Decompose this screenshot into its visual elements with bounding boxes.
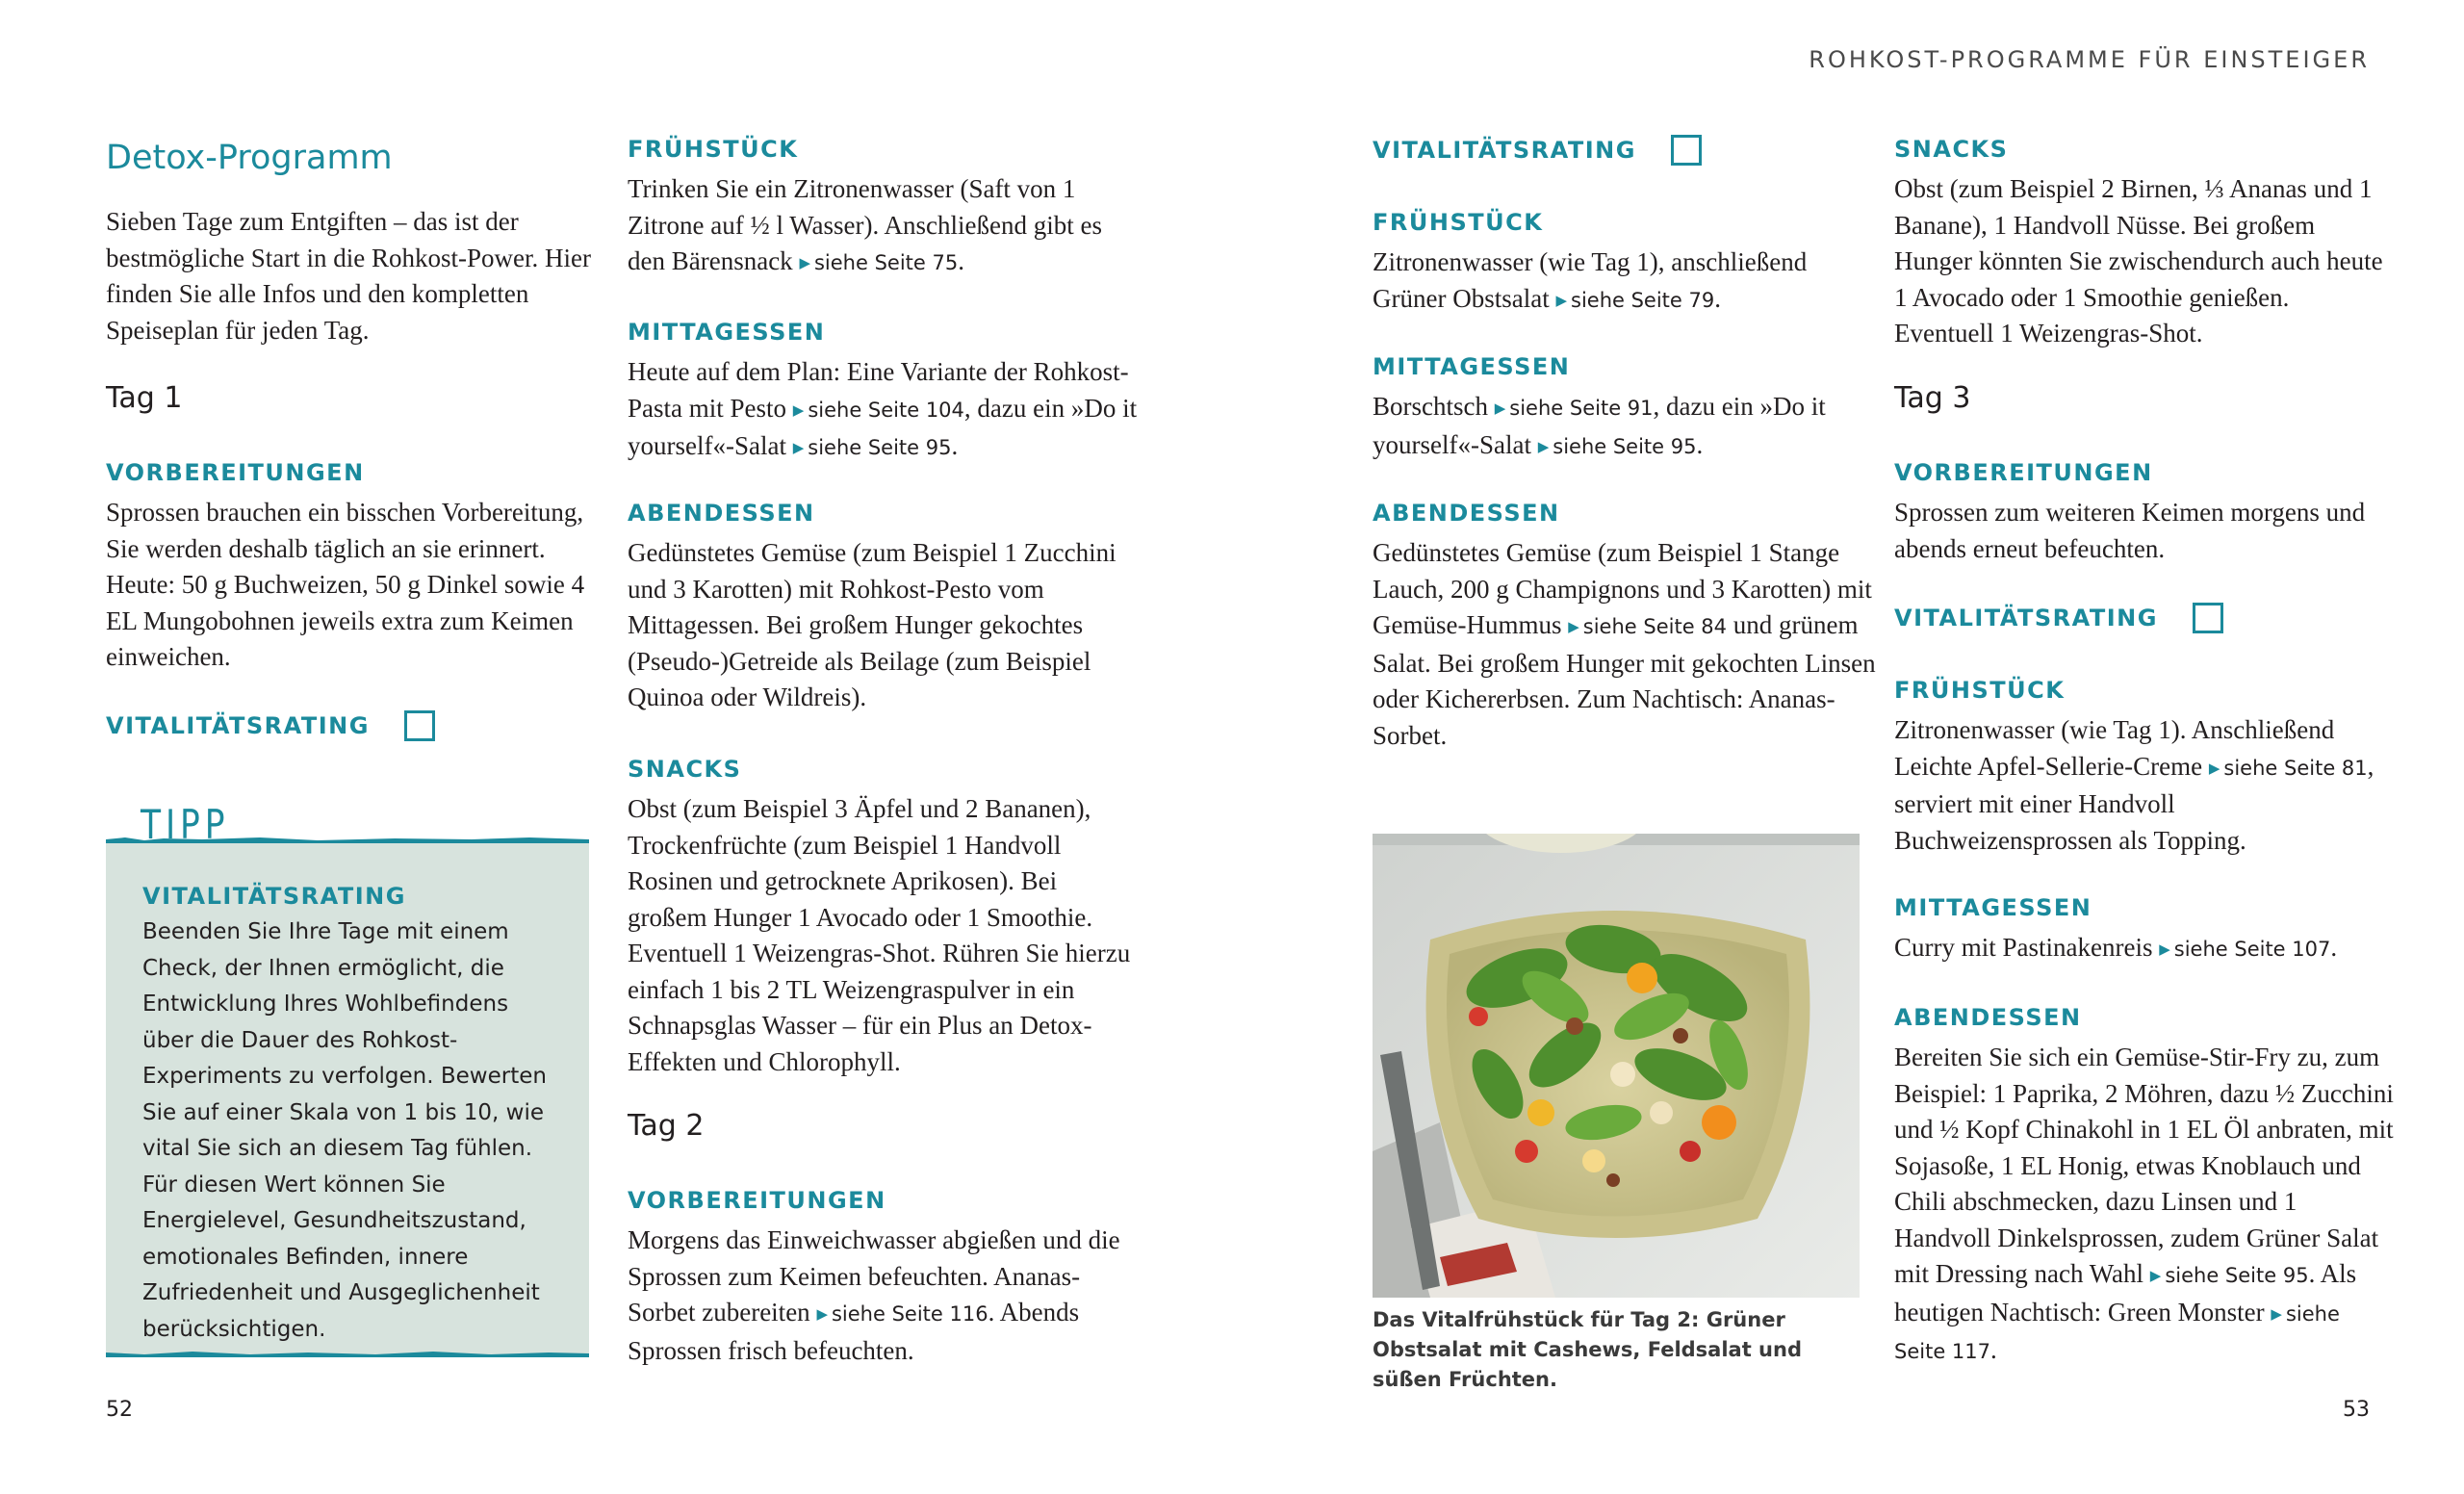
section-text: Borschtsch ▶ siehe Seite 91, dazu ein »Do it yourself«-Salat ▶ siehe Seite 95. (1373, 392, 1826, 459)
vitalitaetsrating-row (1373, 135, 1702, 166)
triangle-icon: ▶ (1555, 291, 1567, 309)
page-reference[interactable]: ▶ siehe Seite 107 (2159, 938, 2331, 961)
section-text: Zitronenwasser (wie Tag 1). Anschließend Leichte Apfel-Sellerie-Creme ▶ siehe Seite 81, serviert mit einer Handvoll Buchweizensprossen als Topping. (1894, 715, 2374, 855)
page-number-left: 52 (106, 1398, 133, 1422)
page-reference[interactable]: ▶ siehe Seite 104 (792, 398, 964, 422)
rating-label: VITALITÄTSRATING (1373, 137, 1636, 164)
day-label: Tag 2 (628, 1109, 705, 1143)
day1-block (106, 381, 606, 415)
triangle-icon: ▶ (2271, 1304, 2282, 1323)
fruehstueck2-section (1894, 676, 2395, 859)
rating-checkbox[interactable] (2193, 603, 2223, 633)
triangle-icon: ▶ (2208, 759, 2220, 777)
section-heading: MITTAGESSEN (1894, 894, 2092, 921)
day-label: Tag 1 (106, 381, 183, 415)
section-heading: SNACKS (1894, 136, 2009, 163)
vitalitaetsrating-row (106, 710, 435, 741)
photo-caption: Das Vitalfrühstück für Tag 2: Grüner Obstsalat mit Cashews, Feldsalat und süßen Früchten. (1373, 1308, 1802, 1391)
rating-label: VITALITÄTSRATING (106, 712, 370, 739)
chapter-title: Detox-Programm (106, 139, 393, 177)
section-text: Morgens das Einweichwasser abgießen und die Sprossen zum Keimen befeuchten. Ananas-Sorbet zubereiten ▶ siehe Seite 116. Abends Sprossen frisch befeuchten. (628, 1225, 1120, 1365)
page-reference[interactable]: ▶ siehe Seite 75 (799, 251, 959, 274)
vorbereitungen-section (106, 458, 606, 676)
section-heading: VORBEREITUNGEN (628, 1187, 886, 1214)
vorbereitungen2-section (628, 1186, 1138, 1369)
snacks-section (1894, 135, 2395, 352)
vitalitaetsrating-row-2 (1894, 603, 2223, 633)
triangle-icon: ▶ (1568, 618, 1579, 635)
page-number-right: 53 (2343, 1398, 2370, 1422)
triangle-icon: ▶ (816, 1305, 828, 1323)
tipp-box (106, 789, 589, 1359)
running-head: ROHKOST-PROGRAMME FÜR EINSTEIGER (1809, 46, 2370, 73)
section-heading: VORBEREITUNGEN (1894, 459, 2153, 486)
section-text: Obst (zum Beispiel 3 Äpfel und 2 Bananen), Trockenfrüchte (zum Beispiel 1 Handvoll Rosinen und getrocknete Aprikosen). Bei großem Hunger 1 Avocado oder 1 Smoothie. Eventuell 1 Weizengras-Shot. Rühren Sie hierzu einfach 1 bis 2 TL Weizengraspulver in ein Schnapsglas Wasser – für ein Plus an Detox-Effekten und Chlorophyll. (628, 794, 1131, 1076)
abendessen-section (1373, 499, 1883, 754)
page-reference[interactable]: ▶ siehe Seite 81 (2208, 756, 2368, 780)
rating-checkbox[interactable] (404, 710, 435, 741)
page-reference[interactable]: ▶ siehe Seite 95 (1537, 434, 1697, 458)
section-heading: FRÜHSTÜCK (628, 136, 799, 163)
intro-text: Sieben Tage zum Entgiften – das ist der bestmögliche Start in die Rohkost-Power. Hier finden Sie alle Infos und den kompletten Speiseplan für jeden Tag. (106, 207, 591, 345)
section-text: Heute auf dem Plan: Eine Variante der Rohkost-Pasta mit Pesto ▶ siehe Seite 104, dazu ein »Do it yourself«-Salat ▶ siehe Seite 95. (628, 357, 1138, 460)
triangle-icon: ▶ (2159, 940, 2170, 958)
abendessen-section (628, 499, 1138, 716)
rating-label: VITALITÄTSRATING (1894, 605, 2158, 631)
page-reference[interactable]: ▶ siehe Seite 117 (1894, 1301, 2340, 1363)
section-heading: ABENDESSEN (1373, 500, 1560, 527)
salad-illustration (1373, 834, 1860, 1298)
mittagessen-section (1373, 352, 1883, 465)
page-reference[interactable]: ▶ siehe Seite 79 (1555, 288, 1715, 312)
section-text: Gedünstetes Gemüse (zum Beispiel 1 Zucchini und 3 Karotten) mit Rohkost-Pesto vom Mittagessen. Bei großem Hunger gekochtes (Pseudo-)Getreide als Beilage (zum Beispiel Quinoa oder Wildreis). (628, 538, 1116, 711)
abendessen2-section (1894, 1003, 2395, 1371)
page-reference[interactable]: ▶ siehe Seite 95 (792, 436, 952, 459)
tipp-bottom-rule (106, 1350, 589, 1363)
section-text: Trinken Sie ein Zitronenwasser (Saft von 1 Zitrone auf ½ l Wasser). Anschließend gibt es den Bärensnack ▶ siehe Seite 75. (628, 174, 1102, 275)
triangle-icon: ▶ (792, 400, 805, 419)
section-text: Obst (zum Beispiel 2 Birnen, ⅓ Ananas und 1 Banane), 1 Handvoll Nüsse. Bei großem Hunger könnten Sie zwischendurch auch heute 1 Avocado oder 1 Smoothie genießen. Eventuell 1 Weizengras-Shot. (1894, 174, 2383, 348)
page-reference[interactable]: ▶ siehe Seite 116 (816, 1302, 988, 1326)
section-heading: ABENDESSEN (1894, 1004, 2082, 1031)
section-text: Bereiten Sie sich ein Gemüse-Stir-Fry zu, zum Beispiel: 1 Paprika, 2 Möhren, dazu ½ Zucchini und ½ Kopf Chinakohl in 1 EL Öl anbraten, mit Sojasoße, 1 EL Honig, etwas Knoblauch und Chili abschmecken, dazu Linsen und 1 Handvoll Dinkelsprossen, zudem Grüner Salat mit Dressing nach Wahl ▶ siehe Seite 95. Als heutigen Nachtisch: Green Monster ▶ siehe Seite 117. (1894, 1043, 2394, 1364)
triangle-icon: ▶ (792, 439, 805, 456)
triangle-icon: ▶ (2149, 1267, 2162, 1284)
mittagessen2-section (1894, 893, 2395, 968)
tipp-heading: VITALITÄTSRATING (142, 883, 406, 910)
section-heading: ABENDESSEN (628, 500, 815, 527)
section-text: Gedünstetes Gemüse (zum Beispiel 1 Stange Lauch, 200 g Champignons und 3 Karotten) mit Gemüse-Hummus ▶ siehe Seite 84 und grünem Salat. Bei großem Hunger mit gekochten Linsen oder Kichererbsen. Zum Nachtisch: Ananas-Sorbet. (1373, 538, 1876, 750)
snacks-section (628, 755, 1138, 1080)
page-reference[interactable]: ▶ siehe Seite 91 (1494, 397, 1654, 420)
fruehstueck-section (1373, 208, 1883, 319)
tipp-content (142, 882, 566, 1348)
section-heading: FRÜHSTÜCK (1373, 209, 1544, 236)
salad-photo (1373, 834, 1860, 1298)
tipp-label: TIPP (141, 801, 230, 848)
vorbereitungen-section (1894, 458, 2395, 567)
mittagessen-section (628, 318, 1138, 467)
day2-block (628, 1109, 1138, 1143)
fruehstueck-section (628, 135, 1138, 282)
section-text: Sprossen zum weiteren Keimen morgens und abends erneut befeuchten. (1894, 498, 2366, 563)
rating-checkbox[interactable] (1671, 135, 1702, 166)
page-reference[interactable]: ▶ siehe Seite 84 (1568, 615, 1728, 638)
day-label: Tag 3 (1894, 381, 1971, 415)
triangle-icon: ▶ (799, 254, 810, 271)
section-heading: MITTAGESSEN (1373, 353, 1571, 380)
triangle-icon: ▶ (1537, 437, 1550, 455)
section-heading: MITTAGESSEN (628, 319, 826, 346)
page-reference[interactable]: ▶ siehe Seite 95 (2149, 1264, 2309, 1287)
section-text: Sprossen brauchen ein bisschen Vorbereitung, Sie werden deshalb täglich an sie erinnert. Heute: 50 g Buchweizen, 50 g Dinkel sowie 4 EL Mungobohnen jeweils extra zum Keimen einweichen. (106, 498, 585, 671)
section-heading: VORBEREITUNGEN (106, 459, 365, 486)
section-heading: SNACKS (628, 756, 742, 783)
section-heading: FRÜHSTÜCK (1894, 677, 2066, 704)
section-text: Zitronenwasser (wie Tag 1), anschließend Grüner Obstsalat ▶ siehe Seite 79. (1373, 247, 1808, 313)
section-text: Curry mit Pastinakenreis ▶ siehe Seite 107. (1894, 933, 2338, 962)
tipp-text: Beenden Sie Ihre Tage mit einem Check, der Ihnen ermöglicht, die Entwicklung Ihres Wohlbefindens über die Dauer des Rohkost-Experiments zu verfolgen. Bewerten Sie auf einer Skala von 1 bis 10, wie vital Sie sich an diesem Tag fühlen. Für diesen Wert können Sie Energielevel, Gesundheitszustand, emotionales Befinden, innere Zufriedenheit und Ausgeglichenheit berücksichtigen. (142, 919, 547, 1342)
day3-block (1894, 381, 2395, 415)
triangle-icon: ▶ (1494, 399, 1506, 417)
